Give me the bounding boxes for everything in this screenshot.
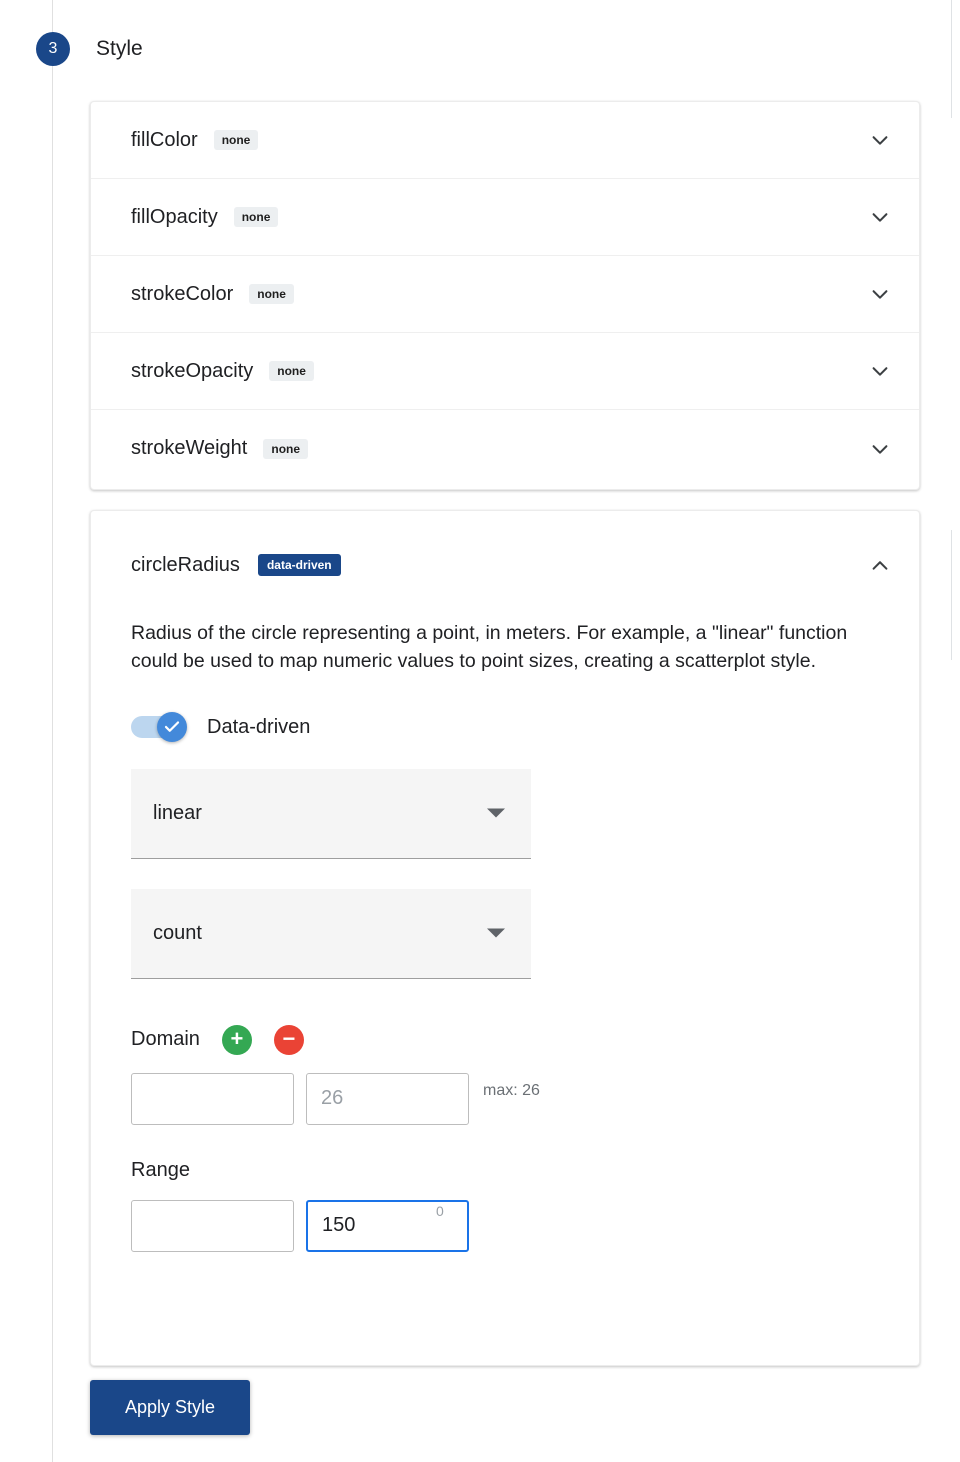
step-header [36, 32, 143, 66]
style-row-strokeweight[interactable] [91, 410, 919, 487]
chevron-down-icon[interactable] [487, 929, 505, 938]
function-select-value: linear [153, 801, 202, 824]
data-driven-toggle-label: Data-driven [207, 715, 311, 738]
right-edge-divider-top [951, 0, 952, 118]
data-driven-toggle-row[interactable] [131, 716, 919, 739]
style-row-strokeopacity[interactable] [91, 333, 919, 410]
range-min-input[interactable] [131, 1200, 294, 1252]
domain-min-input[interactable] [131, 1073, 294, 1125]
style-row-label: fillColor [131, 128, 198, 151]
range-label: Range [131, 1158, 190, 1181]
status-badge: none [249, 284, 294, 304]
chevron-down-icon[interactable] [869, 283, 891, 305]
left-rail-divider [52, 0, 53, 1462]
style-properties-card [90, 101, 920, 490]
domain-inputs-row [131, 1073, 919, 1125]
plus-icon[interactable]: + [222, 1025, 252, 1055]
chevron-up-icon[interactable] [869, 554, 891, 576]
style-row-label: strokeWeight [131, 437, 248, 459]
domain-label: Domain [131, 1028, 200, 1051]
toggle-knob [157, 712, 187, 742]
minus-icon[interactable]: − [274, 1025, 304, 1055]
data-driven-badge: data-driven [258, 554, 341, 576]
status-badge: none [263, 439, 308, 459]
status-badge: none [214, 130, 259, 150]
check-icon [163, 718, 181, 736]
right-edge-divider-bottom [951, 530, 952, 660]
chevron-down-icon[interactable] [869, 438, 891, 460]
domain-max-input[interactable] [306, 1073, 469, 1125]
page-title: Style [96, 37, 143, 60]
circle-radius-description: Radius of the circle representing a point, in meters. For example, a "linear" function could be used to map numeric values to point sizes, creating a scatterplot style. [131, 622, 848, 673]
range-max-input[interactable] [306, 1200, 469, 1252]
chevron-down-icon[interactable] [869, 206, 891, 228]
status-badge: none [234, 207, 279, 227]
chevron-down-icon[interactable] [869, 360, 891, 382]
style-row-label: fillOpacity [131, 205, 218, 228]
data-driven-toggle[interactable] [131, 716, 185, 738]
circle-radius-header[interactable] [91, 511, 919, 619]
apply-style-button[interactable]: Apply Style [90, 1380, 250, 1435]
field-select-value: count [153, 921, 202, 944]
step-number-badge: 3 [36, 32, 70, 66]
style-row-fillopacity[interactable] [91, 179, 919, 256]
circle-radius-label: circleRadius [131, 553, 240, 576]
style-row-label: strokeOpacity [131, 359, 254, 382]
field-select[interactable] [131, 889, 531, 979]
range-inputs-row [131, 1200, 919, 1252]
circle-radius-card [90, 510, 920, 1366]
style-row-label: strokeColor [131, 282, 234, 305]
chevron-down-icon[interactable] [487, 809, 505, 818]
domain-max-note: max: 26 [483, 1081, 540, 1099]
function-select[interactable] [131, 769, 531, 859]
style-row-fillcolor[interactable] [91, 102, 919, 179]
domain-label-row [131, 1025, 919, 1055]
domain-min-note: 0 [436, 1203, 444, 1219]
chevron-down-icon[interactable] [869, 129, 891, 151]
status-badge: none [269, 361, 314, 381]
style-row-strokecolor[interactable] [91, 256, 919, 333]
